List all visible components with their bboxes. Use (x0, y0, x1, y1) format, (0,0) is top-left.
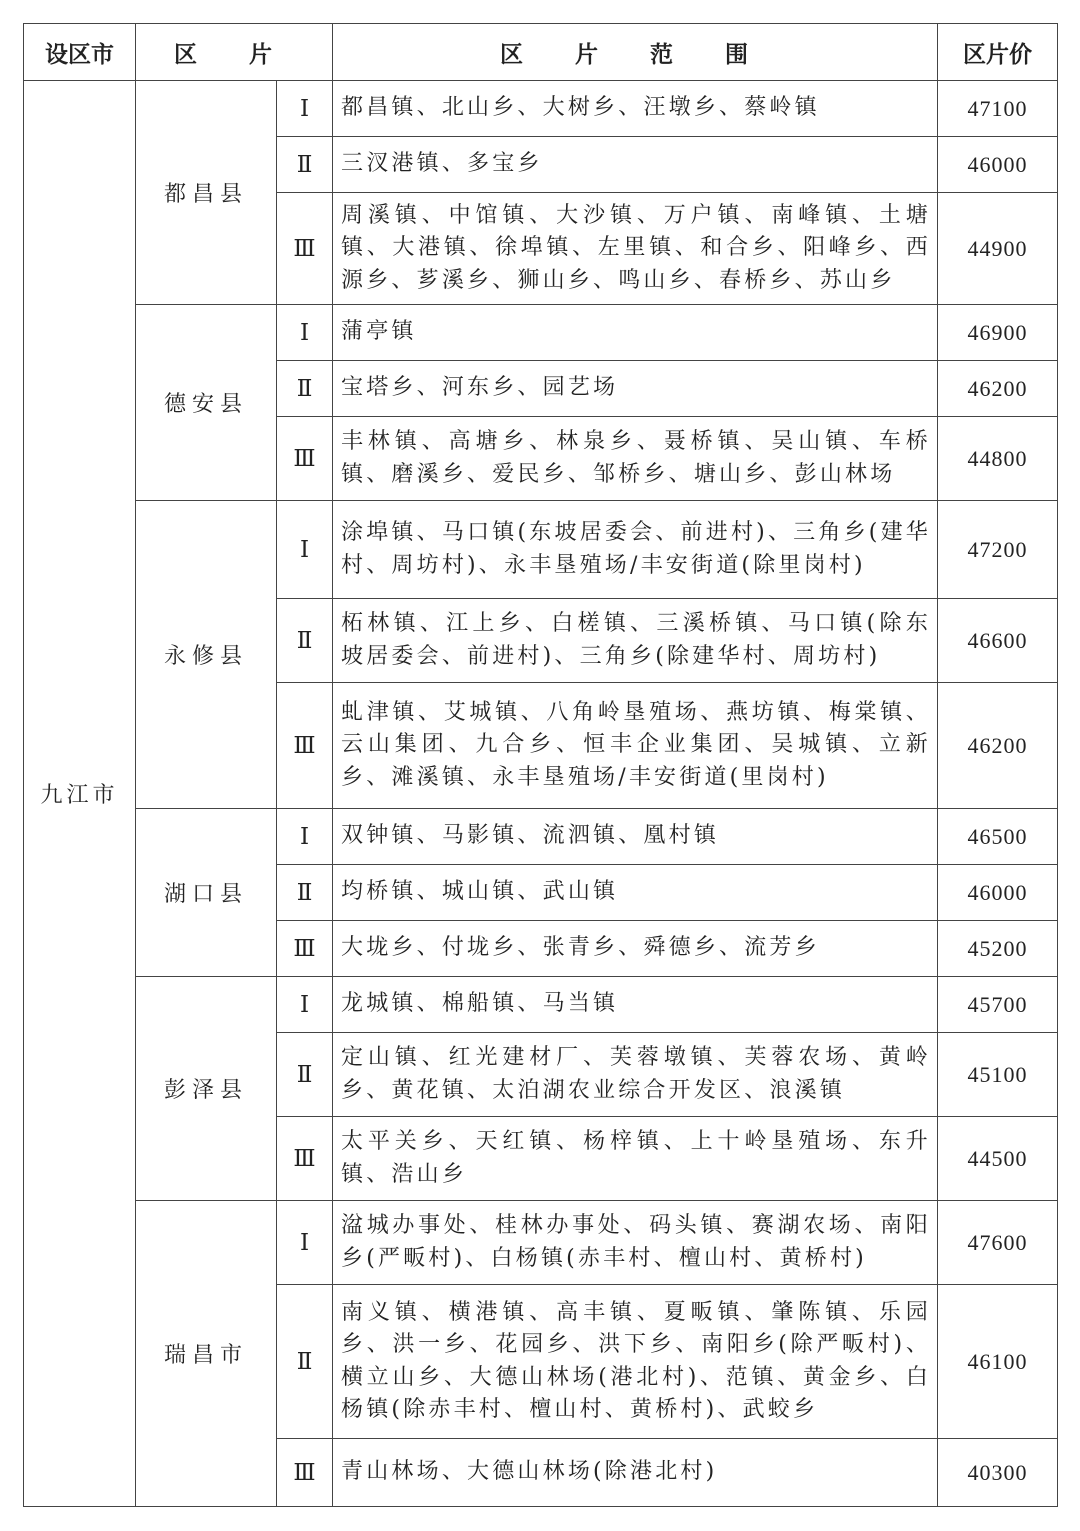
zone-range: 均桥镇、城山镇、武山镇 (333, 865, 938, 921)
zone-range: 三汊港镇、多宝乡 (333, 137, 938, 193)
county-cell: 彭泽县 (136, 977, 277, 1201)
zone-level: Ⅲ (277, 683, 333, 809)
table-row (24, 501, 1058, 599)
zone-level: Ⅱ (277, 1285, 333, 1439)
header-range: 区 片 范 围 (333, 24, 938, 81)
zone-level: Ⅰ (277, 305, 333, 361)
zone-range: 涂埠镇、马口镇(东坡居委会、前进村)、三角乡(建华村、周坊村)、永丰垦殖场/丰安街道(除里岗村) (333, 501, 938, 599)
zone-price: 45700 (938, 977, 1058, 1033)
zone-price: 46200 (938, 361, 1058, 417)
zone-level: Ⅰ (277, 81, 333, 137)
zone-level: Ⅱ (277, 137, 333, 193)
header-zone: 区 片 (136, 24, 333, 81)
zone-price: 46600 (938, 599, 1058, 683)
zone-range: 大垅乡、付垅乡、张青乡、舜德乡、流芳乡 (333, 921, 938, 977)
zone-price: 44900 (938, 193, 1058, 305)
zone-range: 双钟镇、马影镇、流泗镇、凰村镇 (333, 809, 938, 865)
zone-range: 丰林镇、高塘乡、林泉乡、聂桥镇、吴山镇、车桥镇、磨溪乡、爱民乡、邹桥乡、塘山乡、彭山林场 (333, 417, 938, 501)
table-row (24, 977, 1058, 1033)
zone-price: 44500 (938, 1117, 1058, 1201)
table-row (24, 1201, 1058, 1285)
zone-level: Ⅰ (277, 501, 333, 599)
zone-price: 46100 (938, 1285, 1058, 1439)
zone-level: Ⅲ (277, 193, 333, 305)
zone-price: 46500 (938, 809, 1058, 865)
county-cell: 德安县 (136, 305, 277, 501)
table-row (24, 305, 1058, 361)
county-cell: 湖口县 (136, 809, 277, 977)
zone-range: 虬津镇、艾城镇、八角岭垦殖场、燕坊镇、梅棠镇、云山集团、九合乡、恒丰企业集团、吴城镇、立新乡、滩溪镇、永丰垦殖场/丰安街道(里岗村) (333, 683, 938, 809)
zone-level: Ⅲ (277, 1117, 333, 1201)
zone-range: 周溪镇、中馆镇、大沙镇、万户镇、南峰镇、土塘镇、大港镇、徐埠镇、左里镇、和合乡、阳峰乡、西源乡、芗溪乡、狮山乡、鸣山乡、春桥乡、苏山乡 (333, 193, 938, 305)
zone-level: Ⅲ (277, 417, 333, 501)
table-row (24, 81, 1058, 137)
county-cell: 都昌县 (136, 81, 277, 305)
zone-level: Ⅰ (277, 1201, 333, 1285)
header-city: 设区市 (24, 24, 136, 81)
county-cell: 永修县 (136, 501, 277, 809)
zone-level: Ⅱ (277, 599, 333, 683)
zone-level: Ⅰ (277, 977, 333, 1033)
zone-level: Ⅰ (277, 809, 333, 865)
zone-level: Ⅱ (277, 865, 333, 921)
zone-range: 湓城办事处、桂林办事处、码头镇、赛湖农场、南阳乡(严畈村)、白杨镇(赤丰村、檀山村、黄桥村) (333, 1201, 938, 1285)
table-row (24, 809, 1058, 865)
zone-price: 44800 (938, 417, 1058, 501)
zone-price: 40300 (938, 1439, 1058, 1507)
header-price: 区片价 (938, 24, 1058, 81)
zone-price: 46200 (938, 683, 1058, 809)
zone-range: 南义镇、横港镇、高丰镇、夏畈镇、肇陈镇、乐园乡、洪一乡、花园乡、洪下乡、南阳乡(除严畈村)、横立山乡、大德山林场(港北村)、范镇、黄金乡、白杨镇(除赤丰村、檀山村、黄桥村)、武蛟乡 (333, 1285, 938, 1439)
land-price-table (23, 23, 1058, 1507)
zone-price: 46000 (938, 137, 1058, 193)
zone-price: 45100 (938, 1033, 1058, 1117)
zone-price: 46000 (938, 865, 1058, 921)
city-cell: 九江市 (24, 81, 136, 1507)
zone-range: 定山镇、红光建材厂、芙蓉墩镇、芙蓉农场、黄岭乡、黄花镇、太泊湖农业综合开发区、浪溪镇 (333, 1033, 938, 1117)
zone-range: 宝塔乡、河东乡、园艺场 (333, 361, 938, 417)
header-row (24, 24, 1058, 81)
zone-level: Ⅲ (277, 1439, 333, 1507)
zone-level: Ⅲ (277, 921, 333, 977)
zone-range: 青山林场、大德山林场(除港北村) (333, 1439, 938, 1507)
zone-range: 龙城镇、棉船镇、马当镇 (333, 977, 938, 1033)
zone-level: Ⅱ (277, 1033, 333, 1117)
zone-level: Ⅱ (277, 361, 333, 417)
zone-price: 47100 (938, 81, 1058, 137)
zone-price: 47200 (938, 501, 1058, 599)
zone-range: 太平关乡、天红镇、杨梓镇、上十岭垦殖场、东升镇、浩山乡 (333, 1117, 938, 1201)
zone-range: 蒲亭镇 (333, 305, 938, 361)
zone-price: 45200 (938, 921, 1058, 977)
zone-range: 柘林镇、江上乡、白槎镇、三溪桥镇、马口镇(除东坡居委会、前进村)、三角乡(除建华村、周坊村) (333, 599, 938, 683)
zone-range: 都昌镇、北山乡、大树乡、汪墩乡、蔡岭镇 (333, 81, 938, 137)
zone-price: 46900 (938, 305, 1058, 361)
county-cell: 瑞昌市 (136, 1201, 277, 1507)
zone-price: 47600 (938, 1201, 1058, 1285)
